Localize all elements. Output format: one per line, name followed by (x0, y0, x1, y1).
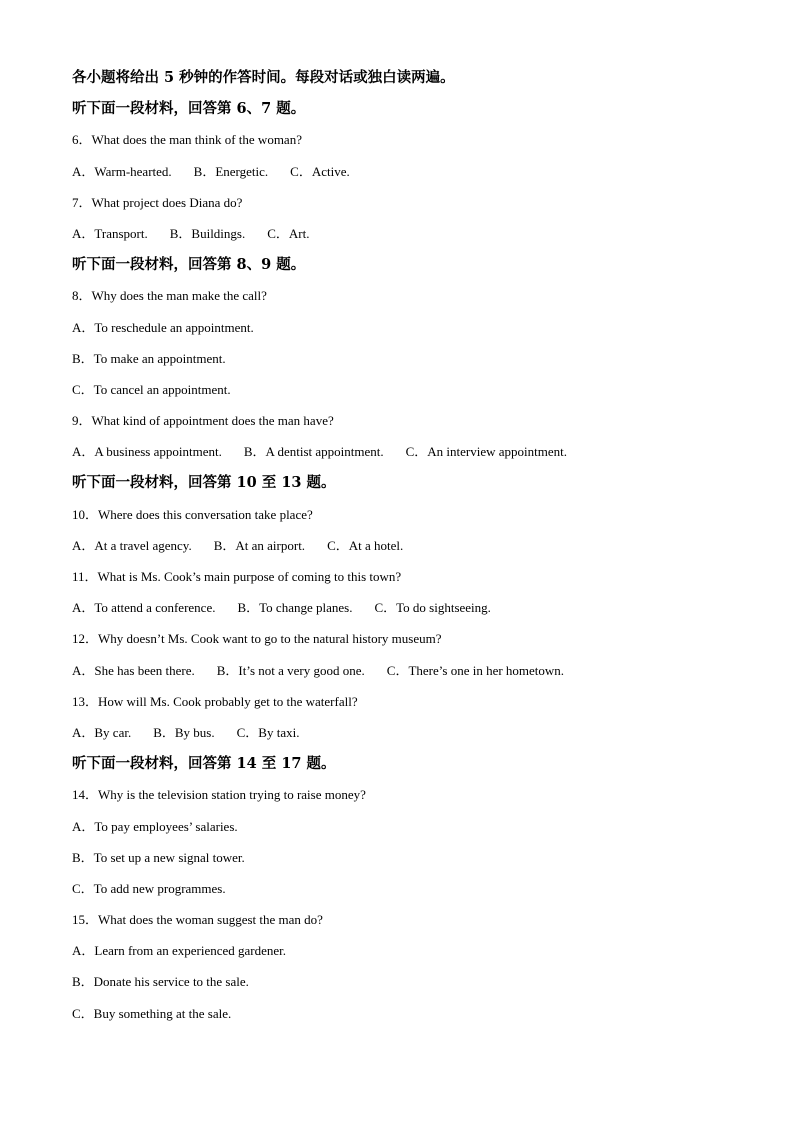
answer-option: A．Learn from an experienced gardener. (72, 943, 287, 959)
answer-option: B．At an airport. (213, 537, 306, 553)
answer-options-row (72, 530, 732, 561)
question-text: 15．What does the woman suggest the man do? (72, 912, 323, 928)
answer-option: B．Donate his service to the sale. (72, 974, 249, 990)
answer-option: A．At a travel agency. (72, 537, 192, 553)
question-text: 13．How will Ms. Cook probably get to the waterfall? (72, 693, 358, 709)
answer-option: A．She has been there. (72, 662, 195, 678)
answer-option: A．A business appointment. (72, 444, 222, 460)
question-text: 14．Why is the television station trying to raise money? (72, 787, 366, 803)
answer-options-row (72, 218, 732, 249)
answer-option: B．Energetic. (193, 163, 269, 179)
answer-option: C．Active. (290, 163, 350, 179)
answer-option: C．By taxi. (236, 724, 300, 740)
answer-option: C．Art. (267, 225, 310, 241)
answer-option: B．It’s not a very good one. (216, 662, 365, 678)
answer-option: B．To make an appointment. (72, 350, 226, 366)
answer-option: C．To do sightseeing. (374, 600, 491, 616)
answer-option: B．To set up a new signal tower. (72, 849, 245, 865)
section-instruction: 听下面一段材料，回答第 10 至 13 题。 (72, 474, 336, 492)
answer-option: A．Transport. (72, 225, 148, 241)
answer-option: C．There’s one in her hometown. (386, 662, 565, 678)
answer-option: C．At a hotel. (327, 537, 404, 553)
question-text: 9．What kind of appointment does the man have? (72, 413, 334, 429)
answer-options-row (72, 655, 732, 686)
answer-option: C．To add new programmes. (72, 880, 226, 896)
answer-options-row (72, 156, 732, 187)
question-text: 10．Where does this conversation take place? (72, 506, 313, 522)
answer-option: A．To pay employees’ salaries. (72, 818, 238, 834)
question-text: 12．Why doesn’t Ms. Cook want to go to the natural history museum? (72, 631, 442, 647)
section-instruction: 听下面一段材料，回答第 8、9 题。 (72, 256, 306, 274)
answer-option: C．An interview appointment. (405, 444, 567, 460)
answer-option: B．A dentist appointment. (243, 444, 384, 460)
answer-option: B．To change planes. (237, 600, 353, 616)
answer-options-row (72, 717, 732, 748)
question-text: 11．What is Ms. Cook’s main purpose of coming to this town? (72, 569, 402, 584)
answer-option: B．By bus. (153, 724, 215, 740)
answer-option: A．To reschedule an appointment. (72, 319, 254, 335)
exam-page (72, 62, 732, 1029)
section-instruction: 听下面一段材料，回答第 6、7 题。 (72, 100, 306, 118)
answer-options-row (72, 592, 732, 623)
section-instruction: 听下面一段材料，回答第 14 至 17 题。 (72, 755, 336, 773)
answer-option: C．To cancel an appointment. (72, 381, 231, 397)
question-text: 6．What does the man think of the woman? (72, 132, 302, 148)
answer-option: A．By car. (72, 724, 132, 740)
answer-option: A．To attend a conference. (72, 600, 216, 616)
answer-option: B．Buildings. (169, 225, 246, 241)
section-instruction: 各小题将给出 5 秒钟的作答时间。每段对话或独白读两遍。 (72, 69, 455, 86)
answer-option: C．Buy something at the sale. (72, 1005, 232, 1021)
answer-options-row (72, 436, 732, 467)
question-text: 8．Why does the man make the call? (72, 288, 267, 304)
answer-option: A．Warm-hearted. (72, 163, 172, 179)
question-text: 7．What project does Diana do? (72, 194, 243, 210)
listening-section (72, 62, 732, 1029)
